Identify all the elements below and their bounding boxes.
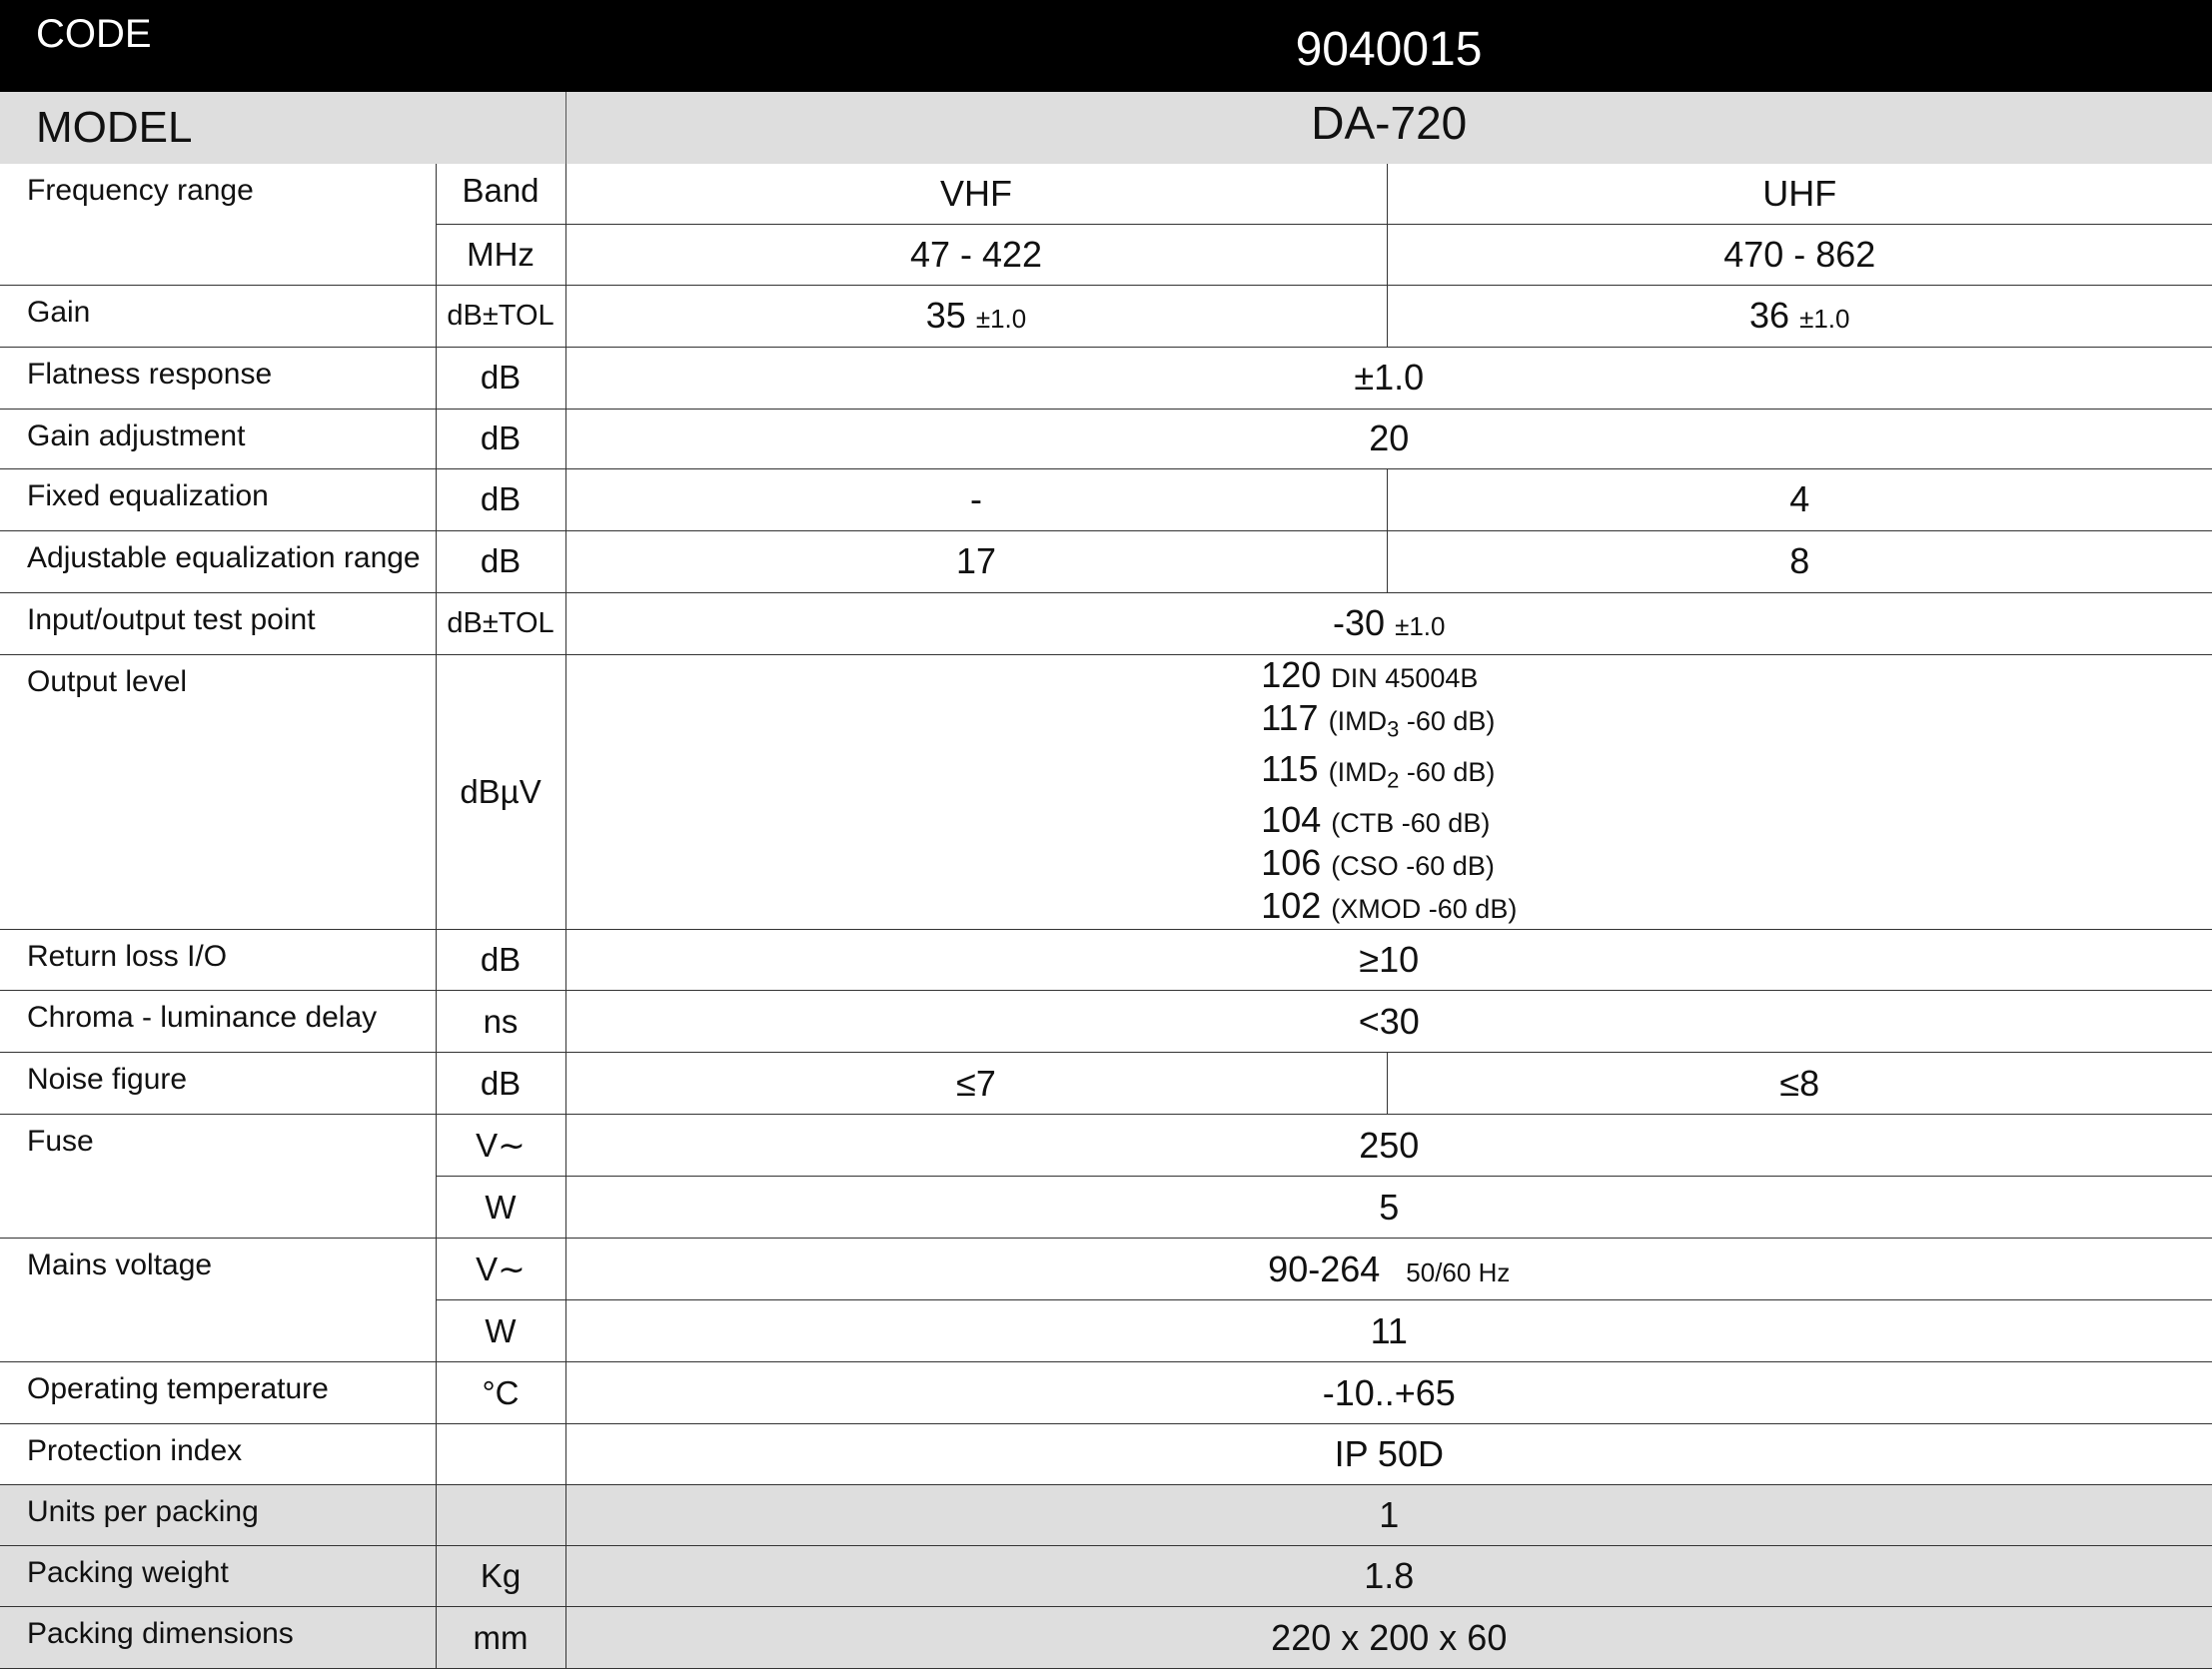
unit-output-level: dBµV: [436, 654, 565, 930]
vhf-range: 47 - 422: [565, 224, 1387, 285]
band-vhf: VHF: [565, 164, 1387, 224]
test-point-value: [565, 592, 2212, 654]
param-flatness: Flatness response: [0, 347, 436, 409]
table-row: [0, 1239, 2212, 1300]
units-per-packing-value: 1: [565, 1485, 2212, 1546]
param-mains-voltage: Mains voltage: [0, 1239, 436, 1362]
protection-index-value: IP 50D: [565, 1424, 2212, 1485]
uhf-range: 470 - 862: [1387, 224, 2212, 285]
chroma-delay-value: <30: [565, 991, 2212, 1053]
table-row: [0, 530, 2212, 592]
table-row: [0, 1053, 2212, 1115]
fixed-eq-uhf: 4: [1387, 468, 2212, 530]
param-packing-weight: Packing weight: [0, 1546, 436, 1607]
param-operating-temperature: Operating temperature: [0, 1362, 436, 1424]
table-row: [0, 285, 2212, 347]
unit-packing-dimensions: mm: [436, 1607, 565, 1669]
output-line: 102 (XMOD -60 dB): [1261, 885, 1518, 927]
gain-adjustment-value: 20: [565, 409, 2212, 468]
band-uhf: UHF: [1387, 164, 2212, 224]
return-loss-value: ≥10: [565, 930, 2212, 991]
adj-eq-vhf: 17: [565, 530, 1387, 592]
param-fixed-eq: Fixed equalization: [0, 468, 436, 530]
table-row: [0, 1485, 2212, 1546]
unit-mains-v: V∼: [436, 1239, 565, 1300]
mains-w-value: 11: [565, 1300, 2212, 1362]
unit-chroma-delay: ns: [436, 991, 565, 1053]
unit-gain: dB±TOL: [436, 285, 565, 347]
table-row: [0, 1362, 2212, 1424]
table-row: [0, 347, 2212, 409]
adj-eq-uhf: 8: [1387, 530, 2212, 592]
table-row: [0, 409, 2212, 468]
output-line: 120 DIN 45004B: [1261, 654, 1479, 695]
table-row: [0, 1115, 2212, 1177]
gain-uhf-tol: ±1.0: [1799, 304, 1850, 334]
gain-vhf-value: 35: [925, 295, 966, 336]
param-gain-adjustment: Gain adjustment: [0, 409, 436, 468]
param-packing-dimensions: Packing dimensions: [0, 1607, 436, 1669]
table-row: [0, 991, 2212, 1053]
output-line: 117 ($IMD_3$ -60 dB): [1261, 696, 1496, 741]
unit-protection-index: [436, 1424, 565, 1485]
gain-uhf-value: 36: [1749, 295, 1790, 336]
test-point-number: -30: [1333, 602, 1386, 643]
param-gain: Gain: [0, 285, 436, 347]
param-output-level: Output level: [0, 654, 436, 930]
code-value: 9040015: [565, 0, 2212, 92]
operating-temperature-value: -10..+65: [565, 1362, 2212, 1424]
gain-vhf: [565, 285, 1387, 347]
model-row: [0, 92, 2212, 164]
gain-vhf-tol: ±1.0: [975, 304, 1027, 334]
param-units-per-packing: Units per packing: [0, 1485, 436, 1546]
code-label: CODE: [0, 0, 565, 92]
param-test-point: Input/output test point: [0, 592, 436, 654]
fuse-w-value: 5: [565, 1177, 2212, 1239]
table-row: [0, 468, 2212, 530]
model-value: DA-720: [565, 92, 2212, 164]
output-line: 115 ($IMD_2$ -60 dB): [1261, 747, 1496, 793]
unit-flatness: dB: [436, 347, 565, 409]
table-row: [0, 1546, 2212, 1607]
table-row: [0, 164, 2212, 224]
output-level-list: [1261, 655, 1517, 930]
unit-mains-w: W: [436, 1300, 565, 1362]
noise-vhf: ≤7: [565, 1053, 1387, 1115]
unit-fuse-v: V∼: [436, 1115, 565, 1177]
model-label: MODEL: [0, 92, 565, 164]
output-level-values: [565, 654, 2212, 930]
noise-uhf: ≤8: [1387, 1053, 2212, 1115]
code-row: [0, 0, 2212, 92]
unit-gain-adjustment: dB: [436, 409, 565, 468]
param-chroma-delay: Chroma - luminance delay: [0, 991, 436, 1053]
unit-adj-eq: dB: [436, 530, 565, 592]
packing-dimensions-value: 220 x 200 x 60: [565, 1607, 2212, 1669]
test-point-tol: ±1.0: [1395, 611, 1446, 641]
param-protection-index: Protection index: [0, 1424, 436, 1485]
unit-band: Band: [436, 164, 565, 224]
param-frequency: Frequency range: [0, 164, 436, 285]
table-row: [0, 1424, 2212, 1485]
mains-hz: 50/60 Hz: [1406, 1256, 1511, 1287]
unit-units-per-packing: [436, 1485, 565, 1546]
unit-noise-figure: dB: [436, 1053, 565, 1115]
fixed-eq-vhf: -: [565, 468, 1387, 530]
mains-v-value: [565, 1239, 2212, 1300]
unit-return-loss: dB: [436, 930, 565, 991]
unit-test-point: dB±TOL: [436, 592, 565, 654]
table-row: [0, 1607, 2212, 1669]
unit-fuse-w: W: [436, 1177, 565, 1239]
unit-operating-temperature: °C: [436, 1362, 565, 1424]
table-row: [0, 930, 2212, 991]
gain-uhf: [1387, 285, 2212, 347]
fuse-v-value: 250: [565, 1115, 2212, 1177]
param-return-loss: Return loss I/O: [0, 930, 436, 991]
table-row: [0, 592, 2212, 654]
param-fuse: Fuse: [0, 1115, 436, 1239]
output-line: 104 (CTB -60 dB): [1261, 799, 1491, 841]
unit-packing-weight: Kg: [436, 1546, 565, 1607]
param-adj-eq: Adjustable equalization range: [0, 530, 436, 592]
flatness-value: ±1.0: [565, 347, 2212, 409]
param-noise-figure: Noise figure: [0, 1053, 436, 1115]
table-row: [0, 654, 2212, 930]
unit-fixed-eq: dB: [436, 468, 565, 530]
packing-weight-value: 1.8: [565, 1546, 2212, 1607]
output-line: 106 (CSO -60 dB): [1261, 842, 1495, 884]
unit-mhz: MHz: [436, 224, 565, 285]
mains-v-range: 90-264: [1268, 1248, 1381, 1289]
